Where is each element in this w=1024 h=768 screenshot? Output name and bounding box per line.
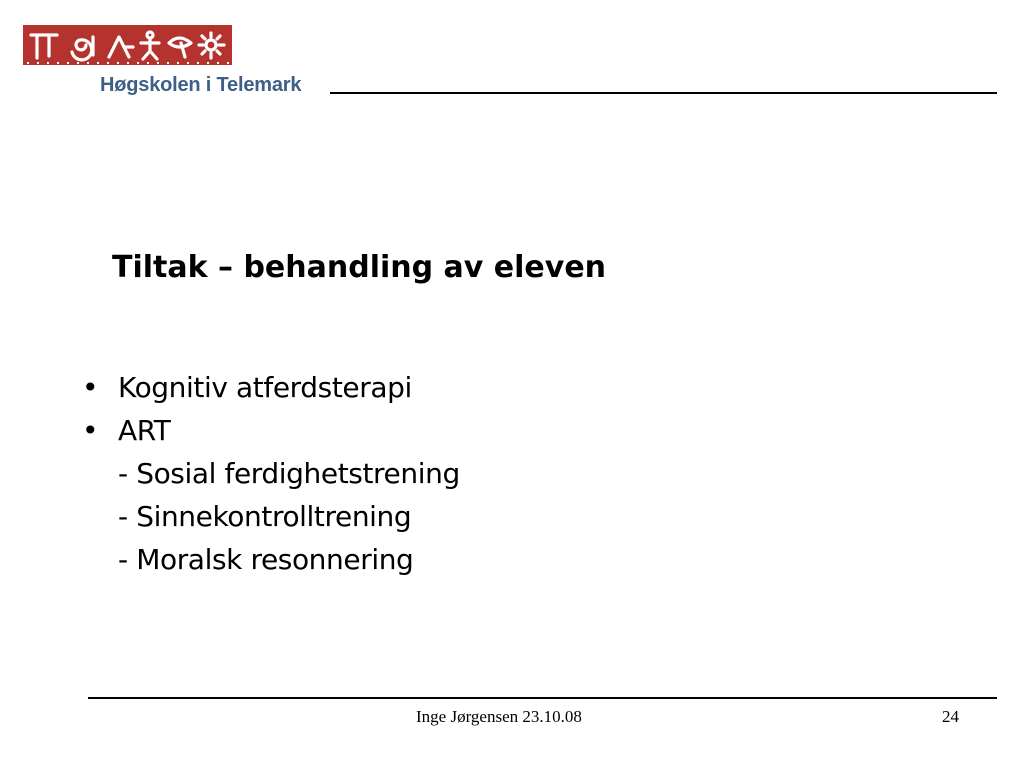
institution-logo-icon: [23, 25, 232, 65]
bullet-text: ART: [118, 414, 171, 447]
list-item: [82, 409, 460, 581]
slide-title: Tiltak – behandling av eleven: [112, 250, 607, 285]
bullet-list: [82, 366, 460, 581]
bullet-symbol: •: [82, 414, 99, 447]
bullet-text: Kognitiv atferdsterapi: [118, 371, 412, 404]
bullet-symbol: •: [82, 371, 99, 404]
header-divider: [330, 92, 997, 94]
institution-name: Høgskolen i Telemark: [100, 74, 302, 96]
page-number: 24: [942, 707, 959, 726]
sub-item: - Sosial ferdighetstrening: [118, 457, 460, 490]
footer-divider: [88, 697, 997, 699]
sub-item: - Moralsk resonnering: [118, 543, 414, 576]
list-item: [82, 366, 460, 409]
footer-author-date: Inge Jørgensen 23.10.08: [416, 707, 582, 726]
sub-item: - Sinnekontrolltrening: [118, 500, 412, 533]
